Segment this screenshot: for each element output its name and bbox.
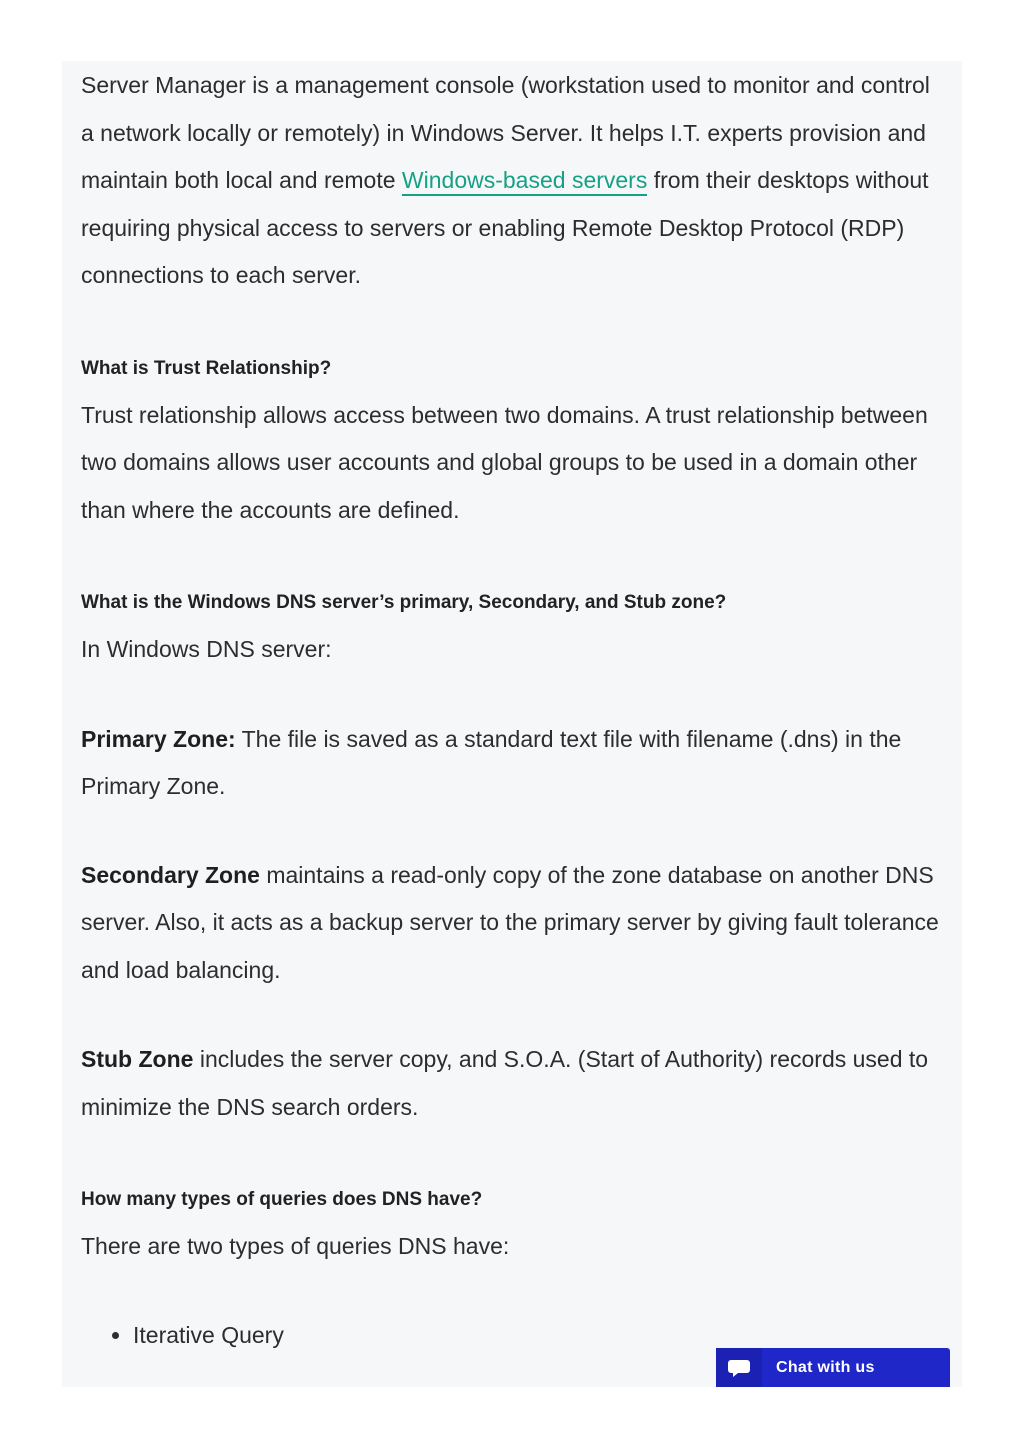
chat-label: Chat with us [776, 1358, 875, 1376]
intro-text-before-link: Server Manager is a management console (workstation used to monitor and control a network locally or remotely) in Windows Server. It helps I.T. experts provision and maintain both local and remote [81, 72, 930, 193]
primary-zone-paragraph [81, 716, 947, 811]
secondary-zone-label: Secondary Zone [81, 861, 260, 888]
stub-zone-text: includes the server copy, and S.O.A. (Start of Authority) records used to minimize the DNS search orders. [81, 1046, 929, 1120]
intro-paragraph [81, 62, 947, 300]
dns-zones-heading: What is the Windows DNS server’s primary, Secondary, and Stub zone? [81, 592, 727, 613]
trust-paragraph: Trust relationship allows access between two domains. A trust relationship between two domains allows user accounts and global groups to be used in a domain other than where the accounts are defined. [81, 401, 928, 523]
stub-zone-label: Stub Zone [81, 1046, 194, 1072]
dns-zones-intro: In Windows DNS server: [81, 636, 332, 662]
article-card [62, 61, 962, 1387]
article-content [81, 61, 947, 1359]
trust-heading: What is Trust Relationship? [81, 357, 332, 379]
dns-queries-intro: There are two types of queries DNS have: [81, 1233, 510, 1259]
stub-zone-paragraph [81, 1036, 947, 1131]
chat-with-us-button[interactable] [716, 1348, 950, 1387]
list-item: • Iterative Query [133, 1312, 947, 1359]
intro-text-after-link: from their desktops without requiring physical access to servers or enabling Remote Desktop Protocol (RDP) connections to each server. [81, 167, 929, 288]
dns-queries-heading: How many types of queries does DNS have? [81, 1189, 483, 1210]
secondary-zone-paragraph [81, 852, 947, 995]
primary-zone-text: The file is saved as a standard text file with filename (.dns) in the Primary Zone. [81, 725, 902, 799]
secondary-zone-text: maintains a read-only copy of the zone database on another DNS server. Also, it acts as a backup server to the primary server by giving fault tolerance and load balancing. [81, 861, 939, 983]
windows-servers-link[interactable]: Windows-based servers [402, 167, 647, 196]
primary-zone-label: Primary Zone: [81, 725, 236, 752]
speech-bubble-icon [716, 1348, 762, 1387]
